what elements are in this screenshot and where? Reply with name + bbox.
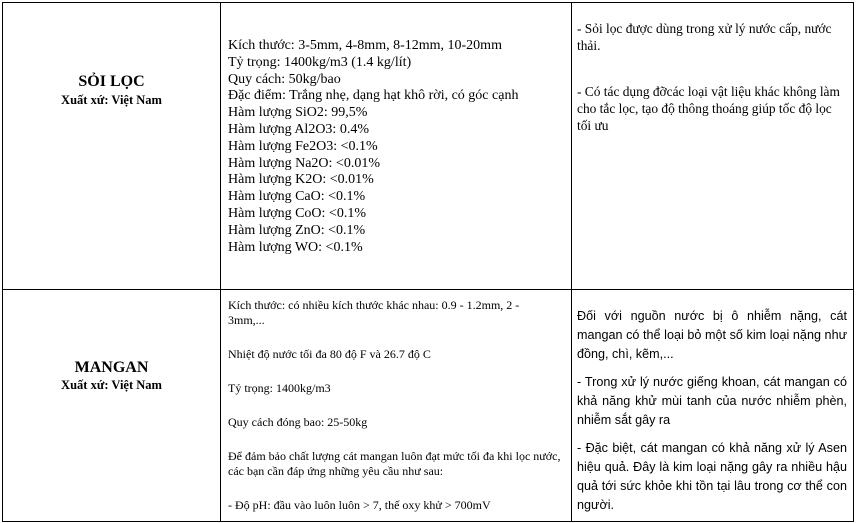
spec-line: Kích thước: 3-5mm, 4-8mm, 8-12mm, 10-20mm xyxy=(228,38,502,53)
product-origin: Xuất xứ: Việt Nam xyxy=(61,378,162,392)
column-divider-1 xyxy=(220,2,221,522)
spec-line: Hàm lượng Na2O: <0.01% xyxy=(228,155,380,171)
product-uses xyxy=(577,20,847,134)
table-row xyxy=(3,3,220,289)
spec-line: Hàm lượng K2O: <0.01% xyxy=(228,172,374,188)
use-paragraph: - Đặc biệt, cát mangan có khả năng xử lý Asen hiệu quả. Đây là kim loại nặng gây ra nhiều hậu quả tới sức khỏe khi tồn tại lâu trong cơ thể con người. xyxy=(577,441,847,512)
spec-line: Tỷ trọng: 1400kg/m3 (1.4 kg/lít) xyxy=(228,54,412,70)
product-name: SỎI LỌC xyxy=(78,73,145,90)
spec-paragraph: Quy cách đóng bao: 25-50kg xyxy=(228,415,368,429)
table-row xyxy=(3,290,220,521)
spec-line: Hàm lượng WO: <0.1% xyxy=(228,239,363,255)
spec-paragraph: Nhiệt độ nước tối đa 80 độ F và 26.7 độ C xyxy=(228,347,431,361)
product-specs xyxy=(228,38,568,256)
use-paragraph: - Sỏi lọc được dùng trong xử lý nước cấp, nước thải. xyxy=(577,21,832,53)
spec-paragraph: Tỷ trọng: 1400kg/m3 xyxy=(228,381,331,395)
spec-line: Hàm lượng CoO: <0.1% xyxy=(228,205,366,221)
column-divider-2 xyxy=(571,2,572,522)
spec-line: Hàm lượng CaO: <0.1% xyxy=(228,189,366,205)
table-border-right xyxy=(853,2,854,522)
product-specs xyxy=(228,298,561,513)
use-paragraph: Đối với nguồn nước bị ô nhiễm nặng, cát mangan có thể loại bỏ một số kim loại nặng như đồng, chì, kẽm,... xyxy=(577,309,847,361)
spec-line: Hàm lượng Fe2O3: <0.1% xyxy=(228,138,378,154)
spec-line: Hàm lượng ZnO: <0.1% xyxy=(228,222,366,238)
table-border-bottom xyxy=(2,521,854,522)
spec-line: Hàm lượng Al2O3: 0.4% xyxy=(228,121,369,137)
use-paragraph: - Trong xử lý nước giếng khoan, cát mangan có khả năng khử mùi tanh của nước nhiễm phèn, nhiễm sắt gây ra xyxy=(577,375,847,427)
use-paragraph: - Có tác dụng đỡcác loại vật liệu khác không làm cho tắc lọc, tạo độ thông thoáng giúp tốc độ lọc tối ưu xyxy=(577,84,840,133)
product-name: MANGAN xyxy=(74,359,149,376)
spec-paragraph: Kích thước: có nhiều kích thước khác nhau: 0.9 - 1.2mm, 2 - 3mm,... xyxy=(228,298,520,327)
spec-line: Hàm lượng SiO2: 99,5% xyxy=(228,105,368,121)
spec-paragraph: - Độ pH: đầu vào luôn luôn > 7, thế oxy khử > 700mV xyxy=(228,498,491,512)
spec-line: Đặc điểm: Trắng nhẹ, dạng hạt khô rời, có góc cạnh xyxy=(228,88,519,104)
product-origin: Xuất xứ: Việt Nam xyxy=(61,93,162,107)
product-uses xyxy=(577,307,847,515)
spec-paragraph: Để đảm bảo chất lượng cát mangan luôn đạt mức tối đa khi lọc nước, các bạn cần đáp ứng những yêu cầu như sau: xyxy=(228,449,561,478)
spec-line: Quy cách: 50kg/bao xyxy=(228,71,341,87)
